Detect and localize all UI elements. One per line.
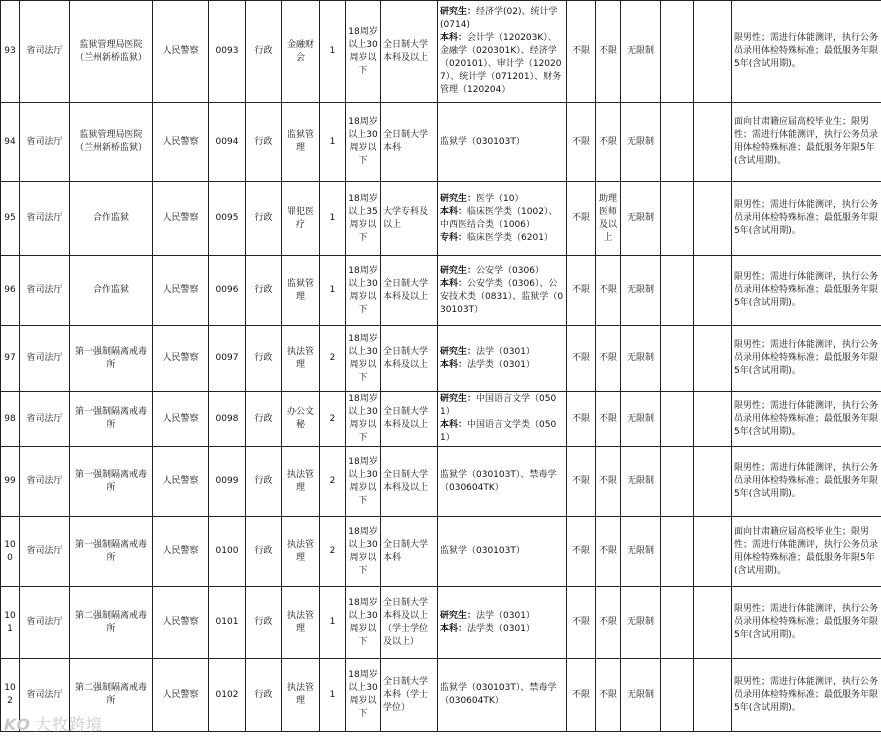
major-text: 中国语言文学（0501） bbox=[440, 394, 557, 417]
experience-cell: 不限 bbox=[596, 659, 621, 732]
experience-cell: 不限 bbox=[596, 256, 621, 326]
category-cell: 行政 bbox=[246, 517, 282, 587]
experience-cell: 不限 bbox=[596, 103, 621, 182]
experience-cell: 不限 bbox=[596, 392, 621, 447]
major-cell bbox=[438, 659, 567, 732]
table-row bbox=[1, 659, 881, 732]
table-row bbox=[1, 517, 881, 587]
watermark-text: 大牧跨境 bbox=[34, 715, 103, 734]
position-code-cell: 0098 bbox=[209, 392, 246, 447]
headcount-cell: 1 bbox=[320, 659, 346, 732]
major-line bbox=[440, 393, 564, 419]
other-requirement-cell: 无限制 bbox=[621, 517, 661, 587]
blank-cell bbox=[694, 103, 732, 182]
category-cell: 行政 bbox=[246, 659, 282, 732]
row-number: 98 bbox=[1, 392, 20, 447]
job-type-cell: 执法管理 bbox=[282, 587, 320, 659]
headcount-cell: 1 bbox=[320, 587, 346, 659]
remark-cell: 限男性；需进行体能测评，执行公务员录用体检特殊标准；最低服务年限5年(含试用期)。 bbox=[732, 1, 881, 103]
remark-cell: 限男性；需进行体能测评，执行公务员录用体检特殊标准；最低服务年限5年(含试用期)。 bbox=[732, 182, 881, 256]
age-cell: 18周岁以上30周岁以下 bbox=[346, 392, 381, 447]
row-number: 102 bbox=[1, 659, 20, 732]
headcount-cell: 1 bbox=[320, 1, 346, 103]
blank-cell bbox=[661, 103, 694, 182]
age-cell: 18周岁以上30周岁以下 bbox=[346, 587, 381, 659]
unit-cell: 省司法厅 bbox=[20, 659, 70, 732]
position-cell: 人民警察 bbox=[153, 256, 209, 326]
blank-cell bbox=[694, 182, 732, 256]
category-cell: 行政 bbox=[246, 256, 282, 326]
major-line bbox=[440, 623, 564, 636]
age-cell: 18周岁以上30周岁以下 bbox=[346, 659, 381, 732]
political-status-cell: 不限 bbox=[567, 182, 596, 256]
age-cell: 18周岁以上30周岁以下 bbox=[346, 326, 381, 392]
department-cell: 第一强制隔离戒毒所 bbox=[70, 447, 153, 517]
table-row bbox=[1, 392, 881, 447]
degree-label: 研究生： bbox=[440, 610, 477, 621]
remark-cell: 限男性；需进行体能测评，执行公务员录用体检特殊标准；最低服务年限5年(含试用期)。 bbox=[732, 392, 881, 447]
department-cell: 监狱管理局医院（兰州新桥监狱） bbox=[70, 103, 153, 182]
education-cell: 大学专科及以上 bbox=[381, 182, 438, 256]
major-text: 法学（0301） bbox=[476, 610, 535, 621]
degree-label: 专科： bbox=[440, 232, 468, 243]
blank-cell bbox=[661, 659, 694, 732]
position-code-cell: 0097 bbox=[209, 326, 246, 392]
education-cell: 全日制大学本科及以上（学士学位及以上） bbox=[381, 587, 438, 659]
category-cell: 行政 bbox=[246, 587, 282, 659]
table-body bbox=[1, 1, 881, 732]
other-requirement-cell: 无限制 bbox=[621, 447, 661, 517]
position-code-cell: 0101 bbox=[209, 587, 246, 659]
blank-cell bbox=[661, 326, 694, 392]
unit-cell: 省司法厅 bbox=[20, 587, 70, 659]
degree-label: 本科： bbox=[440, 623, 468, 634]
table-row bbox=[1, 1, 881, 103]
blank-cell bbox=[694, 326, 732, 392]
major-text: 法学类（0301） bbox=[467, 359, 535, 370]
remark-cell: 限男性；需进行体能测评，执行公务员录用体检特殊标准；最低服务年限5年(含试用期)。 bbox=[732, 587, 881, 659]
department-cell: 第一强制隔离戒毒所 bbox=[70, 392, 153, 447]
degree-label: 研究生： bbox=[440, 7, 477, 17]
job-type-cell: 罪犯医疗 bbox=[282, 182, 320, 256]
major-cell bbox=[438, 103, 567, 182]
experience-cell: 不限 bbox=[596, 517, 621, 587]
degree-label: 本科： bbox=[440, 278, 468, 289]
table-row bbox=[1, 587, 881, 659]
row-number: 93 bbox=[1, 1, 20, 103]
remark-cell: 面向甘肃籍应届高校毕业生；限男性；需进行体能测评，执行公务员录用体检特殊标准；最低服务年限5年(含试用期)。 bbox=[732, 517, 881, 587]
unit-cell: 省司法厅 bbox=[20, 326, 70, 392]
headcount-cell: 2 bbox=[320, 447, 346, 517]
major-cell bbox=[438, 326, 567, 392]
major-text: 监狱学（030103T）、禁毒学（030604TK） bbox=[440, 469, 557, 493]
major-text: 临床医学类（1002）、中西医结合类（1006） bbox=[440, 206, 558, 230]
unit-cell: 省司法厅 bbox=[20, 447, 70, 517]
major-line bbox=[440, 545, 564, 558]
political-status-cell: 不限 bbox=[567, 103, 596, 182]
experience-cell: 不限 bbox=[596, 1, 621, 103]
political-status-cell: 不限 bbox=[567, 587, 596, 659]
major-line bbox=[440, 359, 564, 372]
major-line bbox=[440, 206, 564, 232]
major-text: 法学（0301） bbox=[476, 346, 535, 357]
row-number: 101 bbox=[1, 587, 20, 659]
other-requirement-cell: 无限制 bbox=[621, 182, 661, 256]
remark-cell: 限男性；需进行体能测评，执行公务员录用体检特殊标准；最低服务年限5年(含试用期)。 bbox=[732, 659, 881, 732]
department-cell: 第一强制隔离戒毒所 bbox=[70, 517, 153, 587]
major-text: 医学（10） bbox=[476, 193, 524, 204]
job-type-cell: 办公文秘 bbox=[282, 392, 320, 447]
position-code-cell: 0100 bbox=[209, 517, 246, 587]
blank-cell bbox=[694, 256, 732, 326]
age-cell: 18周岁以上30周岁以下 bbox=[346, 256, 381, 326]
degree-label: 研究生： bbox=[440, 265, 477, 276]
education-cell: 全日制大学本科及以上 bbox=[381, 256, 438, 326]
job-type-cell: 执法管理 bbox=[282, 517, 320, 587]
major-text: 中国语言文学类（0501） bbox=[440, 420, 557, 443]
job-type-cell: 监狱管理 bbox=[282, 256, 320, 326]
table-row bbox=[1, 103, 881, 182]
headcount-cell: 2 bbox=[320, 326, 346, 392]
position-code-cell: 0095 bbox=[209, 182, 246, 256]
job-type-cell: 执法管理 bbox=[282, 326, 320, 392]
major-text: 公安学类（0306）、公安技术类（0831）、监狱学（030103T） bbox=[440, 278, 564, 315]
political-status-cell: 不限 bbox=[567, 392, 596, 447]
experience-cell: 不限 bbox=[596, 447, 621, 517]
age-cell: 18周岁以上30周岁以下 bbox=[346, 103, 381, 182]
major-line bbox=[440, 682, 564, 708]
blank-cell bbox=[661, 392, 694, 447]
row-number: 97 bbox=[1, 326, 20, 392]
major-cell bbox=[438, 182, 567, 256]
other-requirement-cell: 无限制 bbox=[621, 1, 661, 103]
major-cell bbox=[438, 256, 567, 326]
major-cell bbox=[438, 1, 567, 103]
other-requirement-cell: 无限制 bbox=[621, 103, 661, 182]
category-cell: 行政 bbox=[246, 1, 282, 103]
category-cell: 行政 bbox=[246, 392, 282, 447]
unit-cell: 省司法厅 bbox=[20, 517, 70, 587]
blank-cell bbox=[661, 587, 694, 659]
major-text: 会计学（120203K）、金融学（020301K）、经济学（020101）、审计学（120207）、统计学（071201）、财务管理（120204） bbox=[440, 33, 562, 95]
blank-cell bbox=[694, 659, 732, 732]
department-cell: 合作监狱 bbox=[70, 182, 153, 256]
department-cell: 第一强制隔离戒毒所 bbox=[70, 326, 153, 392]
major-text: 监狱学（030103T） bbox=[440, 546, 525, 556]
headcount-cell: 1 bbox=[320, 256, 346, 326]
blank-cell bbox=[661, 517, 694, 587]
category-cell: 行政 bbox=[246, 103, 282, 182]
department-cell: 第二强制隔离戒毒所 bbox=[70, 587, 153, 659]
position-cell: 人民警察 bbox=[153, 1, 209, 103]
job-type-cell: 执法管理 bbox=[282, 447, 320, 517]
headcount-cell: 1 bbox=[320, 182, 346, 256]
job-type-cell: 执法管理 bbox=[282, 659, 320, 732]
major-text: 临床医学类（6201） bbox=[467, 232, 553, 243]
age-cell: 18周岁以上30周岁以下 bbox=[346, 1, 381, 103]
major-line bbox=[440, 265, 564, 278]
remark-cell: 限男性；需进行体能测评，执行公务员录用体检特殊标准；最低服务年限5年(含试用期)。 bbox=[732, 326, 881, 392]
job-type-cell: 金融财会 bbox=[282, 1, 320, 103]
major-text: 监狱学（030103T） bbox=[440, 136, 525, 147]
table-row bbox=[1, 447, 881, 517]
position-cell: 人民警察 bbox=[153, 587, 209, 659]
position-code-cell: 0099 bbox=[209, 447, 246, 517]
major-text: 经济学(02)、统计学(0714) bbox=[440, 7, 558, 30]
other-requirement-cell: 无限制 bbox=[621, 326, 661, 392]
blank-cell bbox=[661, 1, 694, 103]
row-number: 94 bbox=[1, 103, 20, 182]
unit-cell: 省司法厅 bbox=[20, 392, 70, 447]
category-cell: 行政 bbox=[246, 326, 282, 392]
age-cell: 18周岁以上30周岁以下 bbox=[346, 447, 381, 517]
remark-cell: 面向甘肃籍应届高校毕业生；限男性；需进行体能测评，执行公务员录用体检特殊标准；最低服务年限5年(含试用期)。 bbox=[732, 103, 881, 182]
position-cell: 人民警察 bbox=[153, 326, 209, 392]
major-line bbox=[440, 469, 564, 495]
unit-cell: 省司法厅 bbox=[20, 1, 70, 103]
education-cell: 全日制大学本科及以上 bbox=[381, 392, 438, 447]
job-type-cell: 监狱管理 bbox=[282, 103, 320, 182]
blank-cell bbox=[694, 447, 732, 517]
blank-cell bbox=[694, 1, 732, 103]
blank-cell bbox=[661, 447, 694, 517]
political-status-cell: 不限 bbox=[567, 659, 596, 732]
education-cell: 全日制大学本科（学士学位） bbox=[381, 659, 438, 732]
major-text: 公安学（0306） bbox=[476, 265, 544, 276]
headcount-cell: 1 bbox=[320, 103, 346, 182]
other-requirement-cell: 无限制 bbox=[621, 256, 661, 326]
major-line bbox=[440, 193, 564, 206]
other-requirement-cell: 无限制 bbox=[621, 392, 661, 447]
category-cell: 行政 bbox=[246, 182, 282, 256]
major-line bbox=[440, 232, 564, 245]
position-cell: 人民警察 bbox=[153, 103, 209, 182]
headcount-cell: 2 bbox=[320, 392, 346, 447]
degree-label: 研究生： bbox=[440, 193, 477, 204]
row-number: 96 bbox=[1, 256, 20, 326]
department-cell: 合作监狱 bbox=[70, 256, 153, 326]
row-number: 95 bbox=[1, 182, 20, 256]
education-cell: 全日制大学本科及以上 bbox=[381, 326, 438, 392]
major-cell bbox=[438, 517, 567, 587]
position-cell: 人民警察 bbox=[153, 659, 209, 732]
position-cell: 人民警察 bbox=[153, 447, 209, 517]
education-cell: 全日制大学本科及以上 bbox=[381, 1, 438, 103]
unit-cell: 省司法厅 bbox=[20, 256, 70, 326]
watermark-logo: KO bbox=[4, 715, 31, 734]
table-row bbox=[1, 256, 881, 326]
position-cell: 人民警察 bbox=[153, 182, 209, 256]
degree-label: 本科： bbox=[440, 206, 468, 217]
degree-label: 研究生： bbox=[440, 394, 477, 404]
position-code-cell: 0096 bbox=[209, 256, 246, 326]
unit-cell: 省司法厅 bbox=[20, 103, 70, 182]
degree-label: 本科： bbox=[440, 359, 468, 370]
category-cell: 行政 bbox=[246, 447, 282, 517]
remark-cell: 限男性；需进行体能测评，执行公务员录用体检特殊标准；最低服务年限5年(含试用期)。 bbox=[732, 256, 881, 326]
blank-cell bbox=[661, 256, 694, 326]
major-line bbox=[440, 32, 564, 97]
political-status-cell: 不限 bbox=[567, 256, 596, 326]
row-number: 99 bbox=[1, 447, 20, 517]
education-cell: 全日制大学本科 bbox=[381, 517, 438, 587]
watermark bbox=[4, 712, 103, 735]
degree-label: 本科： bbox=[440, 33, 468, 43]
experience-cell: 助理医师及以上 bbox=[596, 182, 621, 256]
row-number: 100 bbox=[1, 517, 20, 587]
experience-cell: 不限 bbox=[596, 326, 621, 392]
major-line bbox=[440, 610, 564, 623]
political-status-cell: 不限 bbox=[567, 326, 596, 392]
experience-cell: 不限 bbox=[596, 587, 621, 659]
major-line bbox=[440, 346, 564, 359]
major-line bbox=[440, 278, 564, 317]
unit-cell: 省司法厅 bbox=[20, 182, 70, 256]
major-line bbox=[440, 419, 564, 445]
department-cell: 第二强制隔离戒毒所 bbox=[70, 659, 153, 732]
political-status-cell: 不限 bbox=[567, 1, 596, 103]
major-cell bbox=[438, 447, 567, 517]
major-text: 法学类（0301） bbox=[467, 623, 535, 634]
position-cell: 人民警察 bbox=[153, 392, 209, 447]
blank-cell bbox=[694, 587, 732, 659]
degree-label: 研究生： bbox=[440, 346, 477, 357]
major-cell bbox=[438, 392, 567, 447]
blank-cell bbox=[694, 517, 732, 587]
department-cell: 监狱管理局医院（兰州新桥监狱） bbox=[70, 1, 153, 103]
major-cell bbox=[438, 587, 567, 659]
other-requirement-cell: 无限制 bbox=[621, 587, 661, 659]
major-text: 监狱学（030103T）、禁毒学（030604TK） bbox=[440, 683, 557, 706]
age-cell: 18周岁以上30周岁以下 bbox=[346, 517, 381, 587]
major-line bbox=[440, 6, 564, 32]
political-status-cell: 不限 bbox=[567, 447, 596, 517]
table-row bbox=[1, 182, 881, 256]
blank-cell bbox=[694, 392, 732, 447]
position-code-cell: 0093 bbox=[209, 1, 246, 103]
table-row bbox=[1, 326, 881, 392]
major-line bbox=[440, 136, 564, 149]
position-cell: 人民警察 bbox=[153, 517, 209, 587]
degree-label: 本科： bbox=[440, 420, 468, 430]
remark-cell: 限男性；需进行体能测评，执行公务员录用体检特殊标准；最低服务年限5年(含试用期)。 bbox=[732, 447, 881, 517]
other-requirement-cell: 无限制 bbox=[621, 659, 661, 732]
headcount-cell: 2 bbox=[320, 517, 346, 587]
education-cell: 全日制大学本科 bbox=[381, 103, 438, 182]
position-code-cell: 0094 bbox=[209, 103, 246, 182]
position-code-cell: 0102 bbox=[209, 659, 246, 732]
education-cell: 全日制大学本科及以上 bbox=[381, 447, 438, 517]
age-cell: 18周岁以上35周岁以下 bbox=[346, 182, 381, 256]
political-status-cell: 不限 bbox=[567, 517, 596, 587]
blank-cell bbox=[661, 182, 694, 256]
